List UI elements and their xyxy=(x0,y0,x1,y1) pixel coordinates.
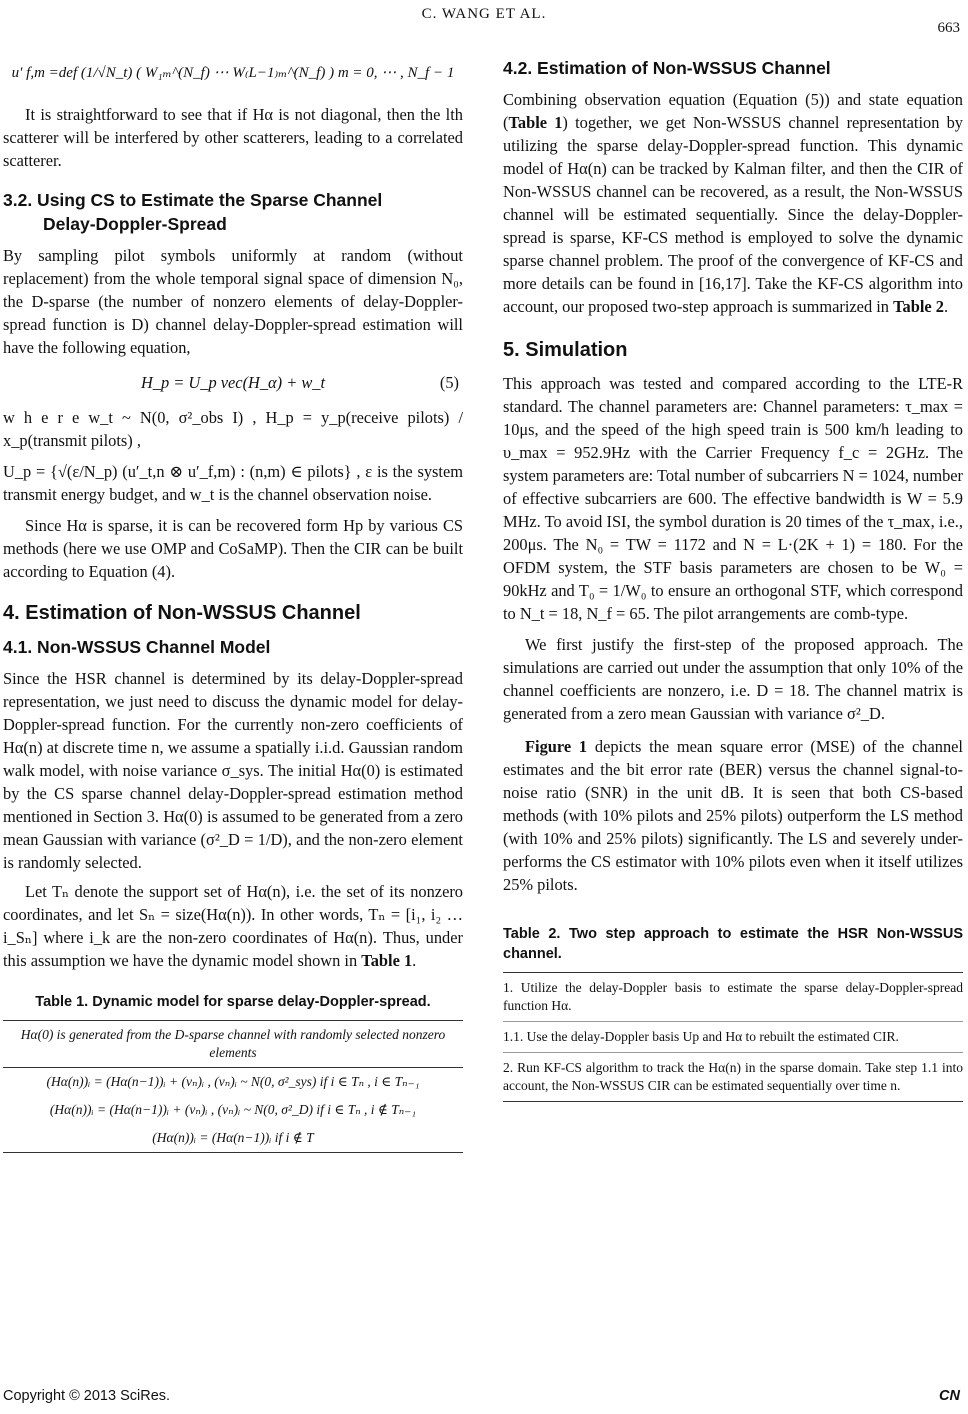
section-4-1-heading: 4.1. Non-WSSUS Channel Model xyxy=(3,637,271,657)
paragraph-where-cont: U_p = {√(ε/N_p) (u′_t,n ⊗ u′_f,m) : (n,m) ∈ pilots} , ε is the system transmit energy budget, and w_t is the channel observation noise. xyxy=(3,462,463,504)
table-2-row-3: 2. Run KF-CS algorithm to track the Hα(n) in the sparse domain. Take step 1.1 into account, the Non-WSSUS CIR can be estimated sequentially over time n. xyxy=(503,1053,963,1102)
table-2-caption: Table 2. Two step approach to estimate the HSR Non-WSSUS channel. xyxy=(503,926,963,962)
footer-copyright: Copyright © 2013 SciRes. xyxy=(3,1388,171,1404)
section-3-2-title-line2: Delay-Doppler-Spread xyxy=(43,214,227,234)
table-row xyxy=(3,1021,463,1068)
footer-journal: CN xyxy=(939,1388,960,1404)
table-2-row-2: 1.1. Use the delay-Doppler basis Up and Hα to rebuilt the estimated CIR. xyxy=(503,1022,963,1053)
paragraph-where: w h e r e w_t ~ N(0, σ²_obs I) , H_p = y_p(receive pilots) / x_p(transmit pilots) , xyxy=(3,408,463,450)
paragraph-simulation: This approach was tested and compared according to the LTE-R standard. The channel parameters are: Channel parameters: τ_max = 10μs, and the speed of the high speed train is 500 km/h leading to υ_max = 952.9Hz with the Carrier Frequency f_c = 2GHz. The system parameters are: Total number of subcarriers N = 1024, number of effective subcarriers are 600. The effective bandwidth is W = 5.9 MHz. To avoid ISI, the symbol duration is 20 times of the τ_max, i.e., 200μs. The N₀ = TW = 1172 and N = L·(2K + 1) = 180. For the OFDM system, the STF basis parameters are chosen to be W₀ = 90kHz and T₀ = 1/W₀ to ensure an orthogonal STF, which correspond to N_t = 18, N_f = 65. The pilot arrangements are comb-type. xyxy=(503,374,963,623)
figure-1-reference[interactable]: Figure 1 xyxy=(525,737,588,756)
paragraph-let-support-text: Let Tₙ denote the support set of Hα(n), i.e. the set of its nonzero coordinates, and let Sₙ = size(Hα(n)). In other words, Tₙ = [i₁, i₂ … i_Sₙ] where i_k are the non-zero coordinates of Hα(n). Thus, under this assumption we have the dynamic model shown in xyxy=(3,882,463,970)
table-1-header: Hα(0) is generated from the D-sparse channel with randomly selected nonzero elements xyxy=(3,1021,463,1068)
table-1-row-3: (Hα(n))ᵢ = (Hα(n−1))ᵢ if i ∉ T xyxy=(3,1124,463,1153)
section-3-2-title-line1: 3.2. Using CS to Estimate the Sparse Channel xyxy=(3,190,383,210)
table-row xyxy=(3,1068,463,1097)
paragraph-justify: We first justify the first-step of the proposed approach. The simulations are carried out under the assumption that only 10% of the channel coefficients are nonzero, i.e. D = 18. The channel matrix is generated from a zero mean Gaussian with variance σ²_D. xyxy=(503,635,963,723)
equation-5-number: (5) xyxy=(439,373,459,392)
paragraph-combining: Combining observation equation (Equation (5)) and state equation (Table 1) together, we get Non-WSSUS channel representation by utilizing the sparse delay-Doppler-spread function. This dynamic model of Hα(n) can be tracked by Kalman filter, and then the CIR of Non-WSSUS channel can be recovered, as a result, the Non-WSSUS channel will be estimated sequentially. Since the delay-Doppler-spread is sparse, KF-CS method is employed to solve the dynamic sparse channel problem. The proof of the convergence of KF-CS and more details can be found in [16,17]. Take the KF-CS algorithm into account, our proposed two-step approach is summarized in Table 2. xyxy=(503,90,963,316)
left-column xyxy=(3,42,463,1153)
paragraph-hsr-model: Since the HSR channel is determined by its delay-Doppler-spread representation, we just need to discuss the dynamic model for delay-Doppler-spread function. For the currently non-zero coefficients of Hα(n) at discrete time n, we assume a spatially i.i.d. Gaussian random walk model, with noise variance σ_sys. The initial Hα(0) is estimated by the CS sparse channel delay-Doppler-spread estimation method mentioned in Section 3. Hα(0) is assumed to be generated from a zero mean Gaussian with variance (σ²_D = 1/D), and the non-zero element is randomly selected. xyxy=(3,669,463,872)
running-head: C. WANG ET AL. xyxy=(421,6,547,22)
table-2-reference[interactable]: Table 2 xyxy=(893,297,944,316)
table-1-reference[interactable]: Table 1 xyxy=(361,951,413,970)
table-row xyxy=(3,1124,463,1153)
table-1-caption: Table 1. Dynamic model for sparse delay-Doppler-spread. xyxy=(35,994,431,1010)
paragraph-combining-a: Combining observation equation (Equation (5)) and state equation ( xyxy=(503,90,963,132)
paragraph-combining-b: ) together, we get Non-WSSUS channel representation by utilizing the sparse delay-Doppler-spread function. This dynamic model of Hα(n) can be tracked by Kalman filter, and then the CIR of Non-WSSUS channel can be recovered, as a result, the Non-WSSUS channel will be estimated sequentially. Since the delay-Doppler-spread is sparse, KF-CS method is employed to solve the dynamic sparse channel problem. The proof of the convergence of KF-CS and more details can be found in [16,17]. Take the KF-CS algorithm into account, our proposed two-step approach is summarized in xyxy=(503,113,963,316)
paragraph-figure-1 xyxy=(503,735,963,896)
table-1-row-1: (Hα(n))ᵢ = (Hα(n−1))ᵢ + (vₙ)ᵢ , (vₙ)ᵢ ~ N(0, σ²_sys) if i ∈ Tₙ , i ∈ Tₙ₋₁ xyxy=(46,1074,420,1089)
equation-u-f: u′ f,m =def (1/√N_t) ( W₁ₘ^(N_f) ⋯ W₍L−1₎ₘ^(N_f) ) m = 0, ⋯ , N_f − 1 xyxy=(11,65,455,81)
page-number: 663 xyxy=(937,20,960,36)
equation-5 xyxy=(3,371,463,394)
section-3-2-heading xyxy=(3,188,463,236)
right-column xyxy=(503,42,963,1102)
table-1-row-2: (Hα(n))ᵢ = (Hα(n−1))ᵢ + (vₙ)ᵢ , (vₙ)ᵢ ~ N(0, σ²_D) if i ∈ Tₙ , i ∉ Tₙ₋₁ xyxy=(49,1102,417,1117)
paragraph-let-support: Let Tₙ denote the support set of Hα(n), i.e. the set of its nonzero coordinates, and let Sₙ = size(Hα(n)). In other words, Tₙ = [i₁, i₂ … i_Sₙ] where i_k are the non-zero coordinates of Hα(n). Thus, under this assumption we have the dynamic model shown in Table 1. xyxy=(3,882,463,970)
paragraph-diagonal: It is straightforward to see that if Hα is not diagonal, then the lth scatterer will be interfered by other scatterers, leading to a correlated scatterer. xyxy=(3,105,463,170)
paragraph-sampling: By sampling pilot symbols uniformly at random (without replacement) from the whole temporal signal space of dimension N₀, the D-sparse (the number of nonzero elements of delay-Doppler-spread function is D) channel delay-Doppler-spread estimation will have the following equation, xyxy=(3,246,463,357)
table-2 xyxy=(503,972,963,1102)
table-2-row-1: 1. Utilize the delay-Doppler basis to estimate the sparse delay-Doppler-spread function Hα. xyxy=(503,973,963,1022)
equation-5-body: H_p = U_p vec(H_α) + w_t xyxy=(140,373,326,392)
section-4-heading: 4. Estimation of Non-WSSUS Channel xyxy=(3,602,361,624)
table-row xyxy=(3,1096,463,1124)
table-1-reference[interactable]: Table 1 xyxy=(508,113,563,132)
section-4-2-heading: 4.2. Estimation of Non-WSSUS Channel xyxy=(503,58,831,78)
section-5-heading: 5. Simulation xyxy=(503,339,628,361)
table-1 xyxy=(3,1020,463,1153)
paragraph-since-sparse: Since Hα is sparse, it is can be recovered form Hp by various CS methods (here we use OMP and CoSaMP). Then the CIR can be built according to Equation (4). xyxy=(3,516,463,581)
paragraph-figure-1-text: depicts the mean square error (MSE) of the channel estimates and the bit error rate (BER) versus the channel signal-to-noise ratio (SNR) in the unit dB. It is seen that both CS-based methods (with 10% pilots and 25% pilots) outperform the LS method (with 10% and 25% pilots) significantly. The LS and severely under-performs the CS estimator with 10% pilots even when it itself utilizes 25% pilots. xyxy=(503,737,963,894)
